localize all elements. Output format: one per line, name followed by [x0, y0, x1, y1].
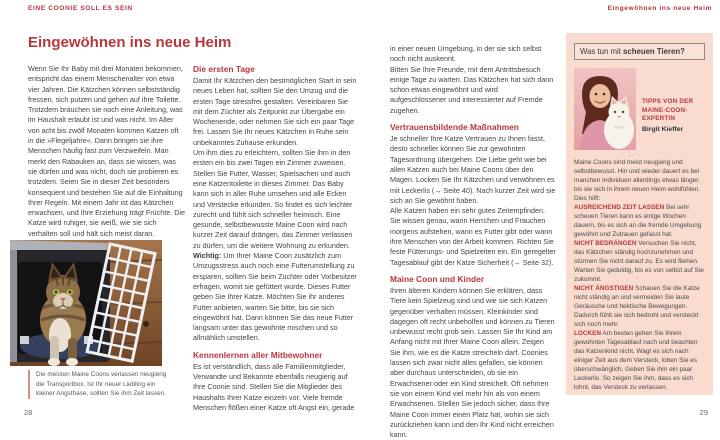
expert-portrait-illustration [574, 68, 636, 150]
expert-identity [642, 68, 705, 150]
expert-name: Birgit Kieffer [642, 125, 684, 133]
running-header-right: Eingewöhnen ins neue Heim [607, 5, 712, 12]
paragraph: Alle Katzen haben ein sehr gutes Zeitempfinden. Sie wissen genau, wann Herrchen und Frauchen morgens aufstehen, wann es Futter gibt oder wann ihre Menschen von der Arbeit kommen. Richten Sie feste Fütterungs- und Spielzeiten ein. Ein geregelter Tagesablauf gibt der Katze Sicherheit (→ Seite 32). [390, 206, 556, 267]
running-header-left: EINE COONIE SOLL ES SEIN [28, 5, 133, 12]
paragraph: Je schneller Ihre Katze Vertrauen zu Ihnen fasst, desto schneller können Sie zur gewohnten Tagesordnung übergehen. Die Liebe geht wie bei allen Katzen auch bei Maine Coons über den Magen. Locken Sie Ihr Kätzchen und verwöhnen es mit Leckerlis (→ Seite 40). Nach kurzer Zeit wird sie sich an Sie gewöhnt haben. [390, 134, 556, 205]
column-2 [193, 64, 357, 413]
page-number-left: 28 [24, 408, 33, 417]
paragraph: Ihren älteren Kindern können Sie erklären, dass Tiere kein Spielzeug sind und wie sie sich Katzen gegenüber verhalten müssen. Kleinkinder sind dagegen oft recht unbeholfen und können zu Tieren unbewusst recht grob sein. Lassen Sie Ihr Kind am Anfang nicht mit Ihrer Maine Coon allein. Zeigen Sie ihm, wie es die Katze streicheln darf. Coonies lassen sich zwar nicht alles gefallen, sie können aber durchaus unterscheiden, ob sie ein Erwachsener oder ein Kind streichelt. Oft nehmen sie von einem Kind viel mehr hin als von einem Erwachsenen. Stellen Sie jedoch sicher, dass Ihre Maine Coon immer einen Platz hat, wohin sie sich zurückziehen kann und den Ihr Kind nicht erreichen kann. [390, 285, 555, 440]
expert-label: TIPPS VON DER MAINE-COON-EXPERTIN [642, 98, 694, 123]
expert-tip-box [566, 33, 713, 395]
expert-row [574, 68, 705, 150]
paragraph: in einer neuen Umgebung, in der sie sich selbst noch nicht auskennt. [390, 44, 542, 64]
tip-text: Bei sehr scheuen Tieren kann es einige Wochen dauern, bis es sich an die fremde Umgebung gewöhnt und Zutrauen gefasst hat. [574, 204, 702, 238]
tip-item [574, 203, 705, 239]
important-lead: Wichtig: [193, 251, 222, 261]
tip-box-body [574, 158, 705, 392]
tip-lead: AUSREICHEND ZEIT LASSEN [574, 204, 665, 211]
paragraph: Es ist verständlich, dass alle Familienmitglieder, Verwandte und Bekannte ebenfalls neugierig auf Ihre Coonie sind. Stellen Sie die Mitglieder des Haushalts Ihrer Katze einzeln vor. Viele fremde Menschen flößen einer Katze oft Angst ein, gerade [193, 361, 355, 412]
important-text: Um Ihrer Maine Coon zusätzlich zum Umzugsstress auch noch eine Futterumstellung zu ersparen, sollten Sie beim Züchter oder Vorbesitzer erfragen, womit sie gefüttert wurde. Dieses Futter geben Sie Ihrer Katze. Möchten Sie ihr anderes Futter anbieten, warten Sie bitte, bis sie sich eingewöhnt hat. Dann können Sie das neue Futter langsam unter das gewohnte mischen und so allmählich umstellen. [193, 251, 357, 343]
tip-text: Am besten gehen Sie Ihrem gewohnten Tagesablauf nach und beachten das Katzenkind nicht. Wagt es sich nach einiger Zeit aus dem Versteck, loben Sie es überschwänglich. Geben Sie ihm ein paar Leckerlis. So zeigen Sie ihm, dass es sich lohnt, das Versteck zu verlassen. [574, 330, 698, 391]
intro-paragraph: Wenn Sie Ihr Baby mit drei Monaten bekommen, entspricht das einem Menschenalter von etwa vier Jahren. Die Kätzchen können selbstständig fressen, sich putzen und gehen auf ihre Toilette. Trotzdem brauchen sie noch eine Anleitung, was im Haushalt erlaubt ist und was nicht. Im Alter von acht bis zwölf Monaten kommen Katzen oft in die »Flegeljahre«. Dann bringen sie ihre Menschen häufig fast zum Verzweifeln. Man merkt den Rabauken an, dass sie wissen, was sie dürfen und was nicht, doch sie probieren es trotzdem. Seien Sie in dieser Zeit besonders konsequent und bestehen Sie auf die Einhaltung Ihrer Regeln. Mit einem Jahr ist das Kätzchen erwachsen, und Ihre Erziehung trägt Früchte. Die Katze wird ruhiger, sie weiß, wie sie sich verhalten soll und hält sich meist daran. [28, 64, 186, 238]
tip-lead: NICHT ÄNGSTIGEN [574, 285, 634, 292]
section-heading-first-days: Die ersten Tage [193, 64, 255, 74]
page-title: Eingewöhnen ins neue Heim [28, 34, 232, 51]
paragraph-important [193, 251, 357, 344]
paragraph: Um ihm dies zu erleichtern, sollten Sie ihm in den ersten ein bis zwei Tagen ein Zimmer zuweisen. Stellen Sie Futter, Wasser, Spielsachen und auch eine Katzentoilette in dieses Zimmer. Das Baby kann sich in aller Ruhe umsehen und alle Ecken und Verstecke erkunden. So findet es sich leichter zurecht und fühlt sich schneller heimisch. Eine gesunde, selbstbewusste Maine Coon wird nach kurzer Zeit darauf drängen, das Zimmer verlassen zu dürfen, um die weitere Wohnung zu erkunden. [193, 148, 353, 250]
tip-box-title-regular: Was tun mit [580, 47, 624, 56]
tip-item [574, 239, 705, 284]
photo-caption: Die meisten Maine Coons verlassen neugierig die Transportbox. Ist Ihr neuer Liebling ein kleiner Angsthase, sollten Sie ihm Zeit lassen. [28, 370, 174, 399]
column-1 [28, 64, 186, 239]
section-heading-maine-coon-and-children: Maine Coon und Kinder [390, 273, 484, 284]
tip-text: Versuchen Sie nicht, das Kätzchen ständig hochzunehmen und stürmen Sie nicht darauf zu. Es wird fliehen. Warten Sie geduldig, bis es von selbst auf Sie zukommt. [574, 240, 704, 283]
paragraph: Bitten Sie Ihre Freunde, mit dem Antrittsbesuch einige Tage zu warten. Das Kätzchen hat sich dann schon etwas eingewöhnt und wird aufgeschlossener und interessierter auf Fremde zugehen. [390, 64, 554, 115]
tip-lead: NICHT BEDRÄNGEN [574, 240, 637, 247]
tip-box-title [574, 43, 705, 60]
tip-item [574, 329, 705, 392]
tip-intro: Maine Coons sind meist neugierig und selbstbewusst. Hin und wieder dauert es bei manchen Individuen allerdings etwas länger, bis sie sich in ihrem neuen Heim wohlfühlen. Dies hilft: [574, 159, 701, 202]
column-3 [390, 44, 556, 440]
page-number-right: 29 [699, 408, 708, 417]
tip-lead: LOCKEN [574, 330, 601, 337]
tip-item [574, 284, 705, 329]
expert-photo [574, 68, 636, 150]
tip-text: Schauen Sie die Katze nicht ständig an und vermeiden Sie laute Geräusche und hektische Bewegungen. Dadurch fühlt sie sich bedroht und versteckt sich noch mehr. [574, 285, 700, 328]
kitten-carrier-illustration [10, 240, 162, 366]
section-heading-meeting-housemates: Kennenlernen aller Mitbewohner [193, 349, 323, 360]
paragraph: Damit Ihr Kätzchen den bestmöglichen Start in sein neues Leben hat, sollten Sie den Umzug und die ersten Tage stressfrei gestalten. Vereinbaren Sie mit dem Züchter als Zeitpunkt zur Übergabe ein Wochenende, oder nehmen Sie sich ein paar Tage frei. Lassen Sie Ihr neues Kätzchen in Ruhe sein unbekanntes Zuhause erkunden. [193, 76, 357, 147]
kitten-carrier-photo [10, 240, 162, 366]
tip-box-title-bold: scheuen Tieren? [623, 47, 685, 56]
section-heading-trust-building: Vertrauensbildende Maßnahmen [390, 122, 519, 133]
